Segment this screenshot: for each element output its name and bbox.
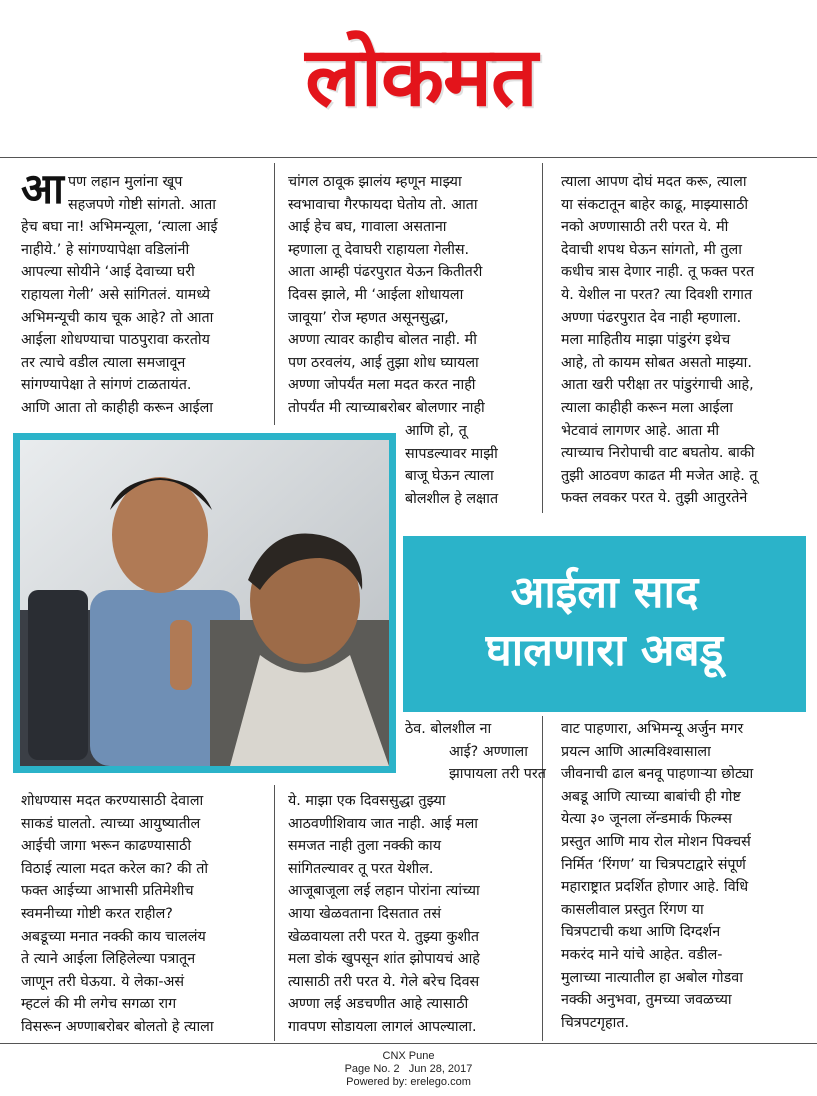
article-column-3-bottom (561, 718, 811, 1034)
article-headline (403, 536, 806, 712)
text-line: आठवणीशिवाय जात नाही. आई मला (288, 815, 478, 832)
text-line: आणि आता तो काहीही करून आईला (21, 399, 214, 416)
text-line: जीवनाची ढाल बनवू पाहणाऱ्या छोट्या (561, 766, 754, 783)
text-line: ये. येशील ना परत? त्या दिवशी रागात (561, 286, 753, 303)
text-line: शोधण्यास मदत करण्यासाठी देवाला (21, 793, 204, 809)
text-line: त्यासाठी तरी परत ये. गेले बरेच दिवस (288, 973, 480, 990)
page-footer (0, 1050, 817, 1089)
article-photo (20, 440, 389, 766)
text-line: झापायला तरी परत (449, 766, 546, 783)
text-line: त्याला आपण दोघं मदत करू, त्याला (561, 174, 747, 190)
text-line: सांगण्यापेक्षा ते सांगणं टाळतायंत. (21, 377, 192, 394)
article-column-2-top (288, 171, 538, 420)
text-line: त्याच्याच निरोपाची वाट बघतोय. बाकी (561, 445, 755, 462)
headline-line: घालणारा अबडू (485, 625, 724, 676)
text-line: आई हेच बघ, गावाला असताना (288, 219, 447, 236)
text-line: पण ठरवलंय, आई तुझा शोध घ्यायला (288, 354, 479, 371)
text-line: ते त्याने आईला लिहिलेल्या पत्रातून (21, 951, 196, 968)
text-line: नको अण्णासाठी तरी परत ये. मी (561, 219, 729, 236)
text-line: बोलशील हे लक्षात (405, 490, 499, 507)
masthead (0, 0, 817, 155)
text-line: या संकटातून बाहेर काढू, माझ्यासाठी (561, 196, 749, 213)
text-line: ठेव. बोलशील ना (405, 721, 492, 737)
text-line: फक्त आईच्या आभासी प्रतिमेशीच (21, 883, 194, 900)
text-line: ये. माझा एक दिवससुद्धा तुझ्या (288, 793, 446, 809)
text-line: प्रस्तुत आणि माय रोल मोशन पिक्चर्स (561, 833, 751, 850)
column-divider (274, 163, 275, 425)
column-divider (542, 163, 543, 513)
article-column-2-mid (405, 718, 546, 786)
text-line: तर त्याचे वडील त्याला समजावून (21, 354, 186, 371)
text-line: हेच बघा ना! अभिमन्यूला, ‘त्याला आई (21, 219, 218, 236)
bottom-rule (0, 1043, 817, 1044)
text-line: तुझी आठवण काढत मी मजेत आहे. तू (561, 467, 758, 484)
text-line: जाणून तरी घेऊया. ये लेका-असं (21, 973, 185, 990)
text-line: साकडं घालतो. त्याच्या आयुष्यातील (21, 815, 201, 832)
text-line: येत्या ३० जूनला लॅन्डमार्क फिल्म्स (561, 811, 732, 828)
text-line: आणि हो, तू (405, 423, 467, 439)
article-column-1-bottom (21, 790, 271, 1039)
text-line: तोपर्यंत मी त्याच्याबरोबर बोलणार नाही (288, 399, 485, 416)
text-line: दिवस झाले, मी ‘आईला शोधायला (288, 286, 464, 303)
text-line: आहे, तो कायम सोबत असतो माझ्या. (561, 354, 752, 371)
article-column-1-top (21, 164, 271, 420)
text-line: फक्त लवकर परत ये. तुझी आतुरतेने (561, 490, 748, 507)
text-line: नक्की अनुभवा, तुमच्या जवळच्या (561, 992, 732, 1009)
edition-label: CNX Pune (382, 1050, 435, 1062)
text-line: म्हटलं की मी लगेच सगळा राग (21, 996, 177, 1013)
text-line: आईची जागा भरून काढण्यासाठी (21, 838, 192, 855)
text-line: आता आम्ही पंढरपुरात येऊन कितीतरी (288, 264, 483, 281)
text-line: स्वभावाचा गैरफायदा घेतोय तो. आता (288, 196, 478, 213)
text-line: अण्णा पंढरपुरात देव नाही म्हणाला. (561, 309, 742, 326)
text-line: समजत नाही तुला नक्की काय (288, 838, 442, 855)
text-line: अभिमन्यूची काय चूक आहे? तो आता (21, 309, 214, 326)
headline-box (403, 536, 806, 712)
publish-date: Jun 28, 2017 (408, 1063, 473, 1075)
page-number: Page No. 2 (344, 1063, 400, 1075)
text-line: म्हणाला तू देवाघरी राहायला गेलीस. (288, 241, 470, 258)
top-rule (0, 157, 817, 158)
text-line: प्रयत्न आणि आत्मविश्वासाला (561, 743, 711, 760)
text-line: निर्मित ‘रिंगण’ या चित्रपटाद्वारे संपूर्ण (561, 856, 746, 873)
text-line: मकरंद माने यांचे आहेत. वडील- (561, 946, 723, 963)
headline-line: आईला साद (510, 567, 699, 618)
text-line: विठाई त्याला मदत करेल का? की तो (21, 860, 209, 877)
text-line: बाजू घेऊन त्याला (405, 468, 494, 485)
drop-cap: आ (21, 164, 64, 213)
text-line: कासलीवाल प्रस्तुत रिंगण या (561, 901, 704, 918)
text-line: नाहीये.’ हे सांगण्यापेक्षा वडिलांनी (21, 241, 190, 258)
text-line: मला माहितीय माझा पांडुरंग इथेच (561, 332, 731, 349)
text-line: स्वमनीच्या गोष्टी करत राहील? (21, 905, 173, 922)
powered-by: Powered by: erelego.com (346, 1076, 471, 1088)
text-line: आईला शोधण्याचा पाठपुरावा करतोय (21, 332, 210, 349)
text-line: मला डोकं खुपसून शांत झोपायचं आहे (288, 951, 480, 968)
text-line: अण्णा लई अडचणीत आहे त्यासाठी (288, 996, 469, 1013)
text-line: वाट पाहणारा, अभिमन्यू अर्जुन मगर (561, 721, 744, 737)
text-line: आपल्या सोयीने ‘आई देवाच्या घरी (21, 264, 195, 281)
text-line: अण्णा त्यावर काहीच बोलत नाही. मी (288, 332, 477, 349)
article-photo-frame (13, 433, 396, 773)
text-line: चित्रपटगृहात. (561, 1014, 630, 1031)
text-line: पण लहान मुलांना खूप (67, 174, 183, 190)
text-line: कधीच त्रास देणार नाही. तू फक्त परत (561, 264, 755, 281)
text-line: अण्णा जोपर्यंत मला मदत करत नाही (288, 377, 476, 394)
text-line: देवाची शपथ घेऊन सांगतो, मी तुला (561, 241, 742, 258)
text-line: राहायला गेली’ असे सांगितलं. यामध्ये (21, 286, 211, 303)
text-line: आता खरी परीक्षा तर पांडुरंगाची आहे, (561, 377, 754, 394)
photo-illustration (20, 440, 389, 766)
text-line: सहजपणे गोष्टी सांगतो. आता (67, 196, 216, 213)
text-line: त्याला काहीही करून मला आईला (561, 399, 733, 416)
article-column-2-inset (405, 420, 540, 510)
text-line: आजूबाजूला लई लहान पोरांना त्यांच्या (288, 883, 480, 900)
text-line: जावूया’ रोज म्हणत असूनसुद्धा, (288, 309, 449, 326)
text-line: अबडू आणि त्याच्या बाबांची ही गोष्ट (561, 788, 741, 805)
article-column-3-top (561, 171, 811, 510)
text-line: आया खेळवताना दिसतात तसं (288, 905, 442, 922)
text-line: सांगितल्यावर तू परत येशील. (288, 860, 434, 877)
text-line: चांगल ठावूक झालंय म्हणून माझ्या (288, 174, 462, 190)
text-line: भेटवावं लागणर आहे. आता मी (561, 422, 720, 439)
article-column-2-bottom (288, 790, 538, 1039)
text-line: चित्रपटाची कथा आणि दिग्दर्शन (561, 924, 721, 941)
text-line: मुलाच्या नात्यातील हा अबोल गोडवा (561, 969, 743, 986)
column-divider (274, 785, 275, 1041)
text-line: अबडूच्या मनात नक्की काय चाललंय (21, 928, 206, 945)
text-line: आई? अण्णाला (449, 743, 528, 760)
text-line: सापडल्यावर माझी (405, 445, 498, 462)
text-line: गावपण सोडायला लागलं आपल्याला. (288, 1018, 477, 1035)
text-line: खेळवायला तरी परत ये. तुझ्या कुशीत (288, 928, 480, 945)
newspaper-logo: लोकमत (305, 30, 537, 125)
text-line: महाराष्ट्रात प्रदर्शित होणार आहे. विधि (561, 879, 749, 896)
page-date-line (0, 1063, 817, 1076)
text-line: विसरून अण्णाबरोबर बोलतो हे त्याला (21, 1018, 214, 1035)
